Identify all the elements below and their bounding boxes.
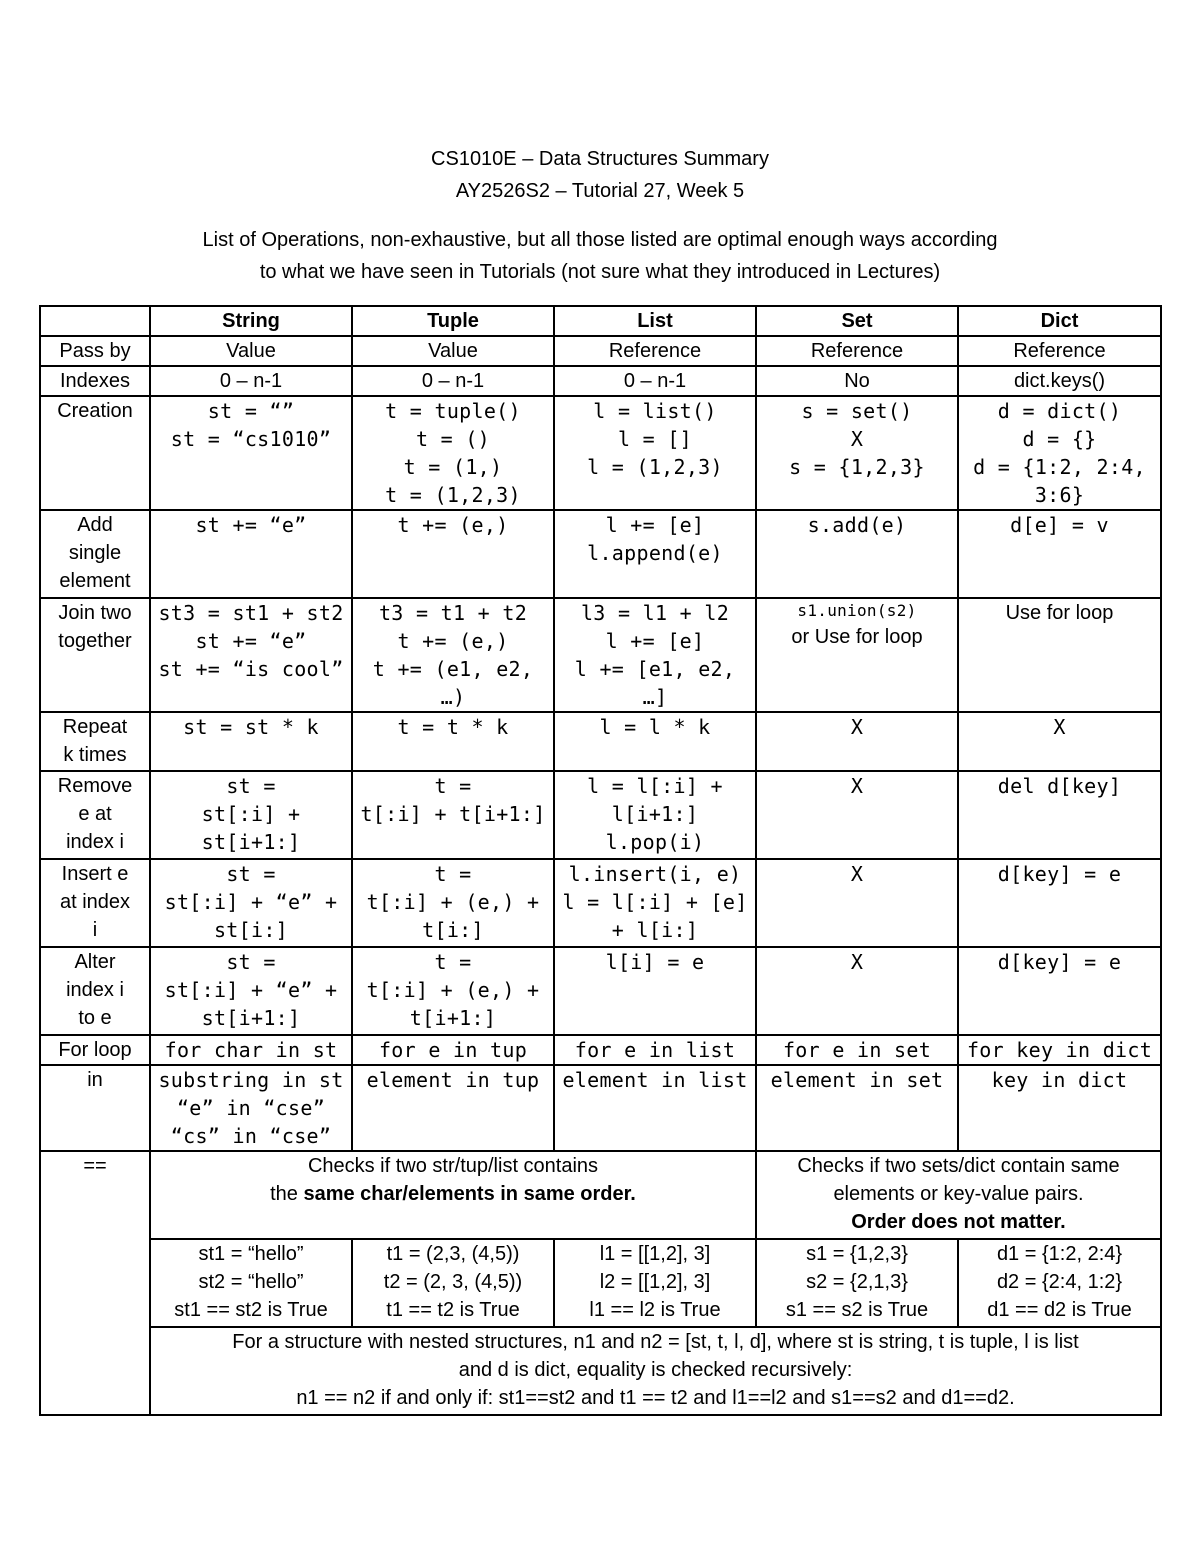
table-cell: 0 – n-1 — [150, 366, 352, 396]
table-cell: d1 = {1:2, 2:4} d2 = {2:4, 1:2} d1 == d2 is True — [958, 1239, 1161, 1327]
corner-cell — [40, 306, 150, 336]
row-add-single — [40, 510, 1161, 598]
table-cell: X — [756, 859, 958, 947]
row-label: in — [40, 1065, 150, 1151]
table-cell: Use for loop — [958, 598, 1161, 712]
row-label: Creation — [40, 396, 150, 510]
row-label: Repeat k times — [40, 712, 150, 771]
row-label: For loop — [40, 1035, 150, 1065]
table-cell: d = dict() d = {} d = {1:2, 2:4, 3:6} — [958, 396, 1161, 510]
table-cell: d[key] = e — [958, 947, 1161, 1035]
table-cell: s1.union(s2) or Use for loop — [756, 598, 958, 712]
table-cell: l1 = [[1,2], 3] l2 = [[1,2], 3] l1 == l2 is True — [554, 1239, 756, 1327]
table-cell: X — [958, 712, 1161, 771]
table-cell: for e in tup — [352, 1035, 554, 1065]
intro-line-2: to what we have seen in Tutorials (not sure what they introduced in Lectures) — [259, 261, 941, 283]
row-in — [40, 1065, 1161, 1151]
table-cell: s1 = {1,2,3} s2 = {2,1,3} s1 == s2 is True — [756, 1239, 958, 1327]
table-cell: t = tuple() t = () t = (1,) t = (1,2,3) — [352, 396, 554, 510]
table-cell: X — [756, 771, 958, 859]
table-cell: l = l * k — [554, 712, 756, 771]
table-cell: Reference — [756, 336, 958, 366]
table-cell: t1 = (2,3, (4,5)) t2 = (2, 3, (4,5)) t1 == t2 is True — [352, 1239, 554, 1327]
table-cell: l3 = l1 + l2 l += [e] l += [e1, e2, …] — [554, 598, 756, 712]
table-cell: st = “” st = “cs1010” — [150, 396, 352, 510]
table-cell: s = set() X s = {1,2,3} — [756, 396, 958, 510]
col-header-set: Set — [756, 306, 958, 336]
table-cell: dict.keys() — [958, 366, 1161, 396]
col-header-list: List — [554, 306, 756, 336]
col-header-string: String — [150, 306, 352, 336]
row-equality-examples — [40, 1239, 1161, 1327]
doc-subtitle: AY2526S2 – Tutorial 27, Week 5 — [455, 180, 745, 202]
table-cell: s.add(e) — [756, 510, 958, 598]
row-equality-desc — [40, 1151, 1161, 1239]
table-cell: l.insert(i, e) l = l[:i] + [e] + l[i:] — [554, 859, 756, 947]
table-cell: 0 – n-1 — [554, 366, 756, 396]
table-cell: for key in dict — [958, 1035, 1161, 1065]
header-row — [40, 306, 1161, 336]
equality-unordered-desc: Checks if two sets/dict contain same elements or key-value pairs. Order does not matter. — [756, 1151, 1161, 1239]
row-alter — [40, 947, 1161, 1035]
table-cell: st = st[:i] + st[i+1:] — [150, 771, 352, 859]
row-label: Join two together — [40, 598, 150, 712]
row-label: Remove e at index i — [40, 771, 150, 859]
row-creation — [40, 396, 1161, 510]
table-cell: t = t[:i] + (e,) + t[i+1:] — [352, 947, 554, 1035]
table-cell: st1 = “hello” st2 = “hello” st1 == st2 is True — [150, 1239, 352, 1327]
table-cell: st = st[:i] + “e” + st[i+1:] — [150, 947, 352, 1035]
table-cell: l = list() l = [] l = (1,2,3) — [554, 396, 756, 510]
col-header-tuple: Tuple — [352, 306, 554, 336]
table-cell: del d[key] — [958, 771, 1161, 859]
intro-line-1: List of Operations, non-exhaustive, but all those listed are optimal enough ways according — [202, 229, 998, 251]
row-for-loop — [40, 1035, 1161, 1065]
doc-title: CS1010E – Data Structures Summary — [431, 148, 769, 170]
table-cell: X — [756, 712, 958, 771]
row-join — [40, 598, 1161, 712]
table-cell: Reference — [554, 336, 756, 366]
table-cell: d[e] = v — [958, 510, 1161, 598]
table-cell: t = t[:i] + t[i+1:] — [352, 771, 554, 859]
summary-table — [39, 305, 1162, 1416]
table-cell: Reference — [958, 336, 1161, 366]
table-cell: Value — [352, 336, 554, 366]
table-cell: Value — [150, 336, 352, 366]
table-cell: st3 = st1 + st2 st += “e” st += “is cool” — [150, 598, 352, 712]
row-repeat — [40, 712, 1161, 771]
table-cell: 0 – n-1 — [352, 366, 554, 396]
row-label: Add single element — [40, 510, 150, 598]
table-cell: st += “e” — [150, 510, 352, 598]
row-label: == — [40, 1151, 150, 1415]
equality-ordered-desc: Checks if two str/tup/list contains the same char/elements in same order. — [150, 1151, 756, 1239]
table-cell: substring in st “e” in “cse” “cs” in “cse” — [150, 1065, 352, 1151]
table-cell: st = st * k — [150, 712, 352, 771]
row-label: Pass by — [40, 336, 150, 366]
table-cell: st = st[:i] + “e” + st[i:] — [150, 859, 352, 947]
col-header-dict: Dict — [958, 306, 1161, 336]
row-pass-by — [40, 336, 1161, 366]
table-cell: X — [756, 947, 958, 1035]
table-cell: for char in st — [150, 1035, 352, 1065]
table-cell: element in list — [554, 1065, 756, 1151]
table-cell: l[i] = e — [554, 947, 756, 1035]
table-cell: l = l[:i] + l[i+1:] l.pop(i) — [554, 771, 756, 859]
table-cell: element in tup — [352, 1065, 554, 1151]
table-cell: d[key] = e — [958, 859, 1161, 947]
table-cell: for e in list — [554, 1035, 756, 1065]
table-cell: t += (e,) — [352, 510, 554, 598]
row-label: Alter index i to e — [40, 947, 150, 1035]
row-insert — [40, 859, 1161, 947]
table-cell: l += [e] l.append(e) — [554, 510, 756, 598]
row-remove — [40, 771, 1161, 859]
table-cell: key in dict — [958, 1065, 1161, 1151]
table-cell: for e in set — [756, 1035, 958, 1065]
table-cell: t3 = t1 + t2 t += (e,) t += (e1, e2, …) — [352, 598, 554, 712]
row-indexes — [40, 366, 1161, 396]
row-equality-nested — [40, 1327, 1161, 1415]
table-cell: t = t[:i] + (e,) + t[i:] — [352, 859, 554, 947]
row-label: Insert e at index i — [40, 859, 150, 947]
table-cell: No — [756, 366, 958, 396]
table-cell: element in set — [756, 1065, 958, 1151]
document-header — [0, 143, 1200, 288]
equality-nested-note: For a structure with nested structures, n1 and n2 = [st, t, l, d], where st is string, t is tuple, l is list and d is dict, equality is checked recursively: n1 == n2 if and only if: st1==st2 and t1 == t2 and l1==l2 and s1==s2 and d1==d2. — [150, 1327, 1161, 1415]
table-cell: t = t * k — [352, 712, 554, 771]
row-label: Indexes — [40, 366, 150, 396]
